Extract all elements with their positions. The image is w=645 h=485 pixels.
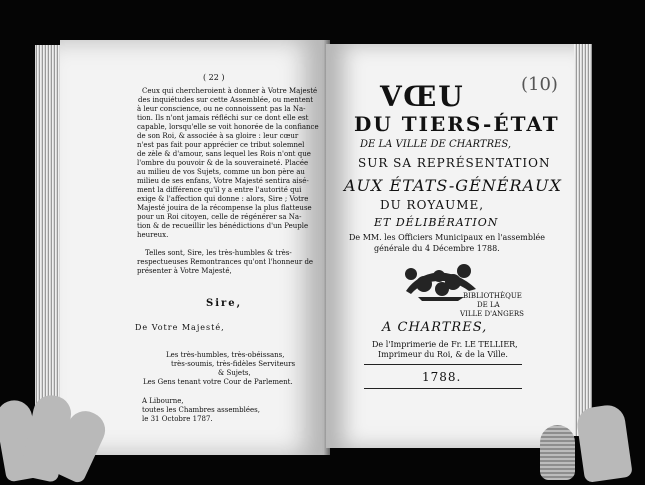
title-royaume: DU ROYAUME, <box>380 198 485 212</box>
signature-line: & Sujets, <box>218 369 251 377</box>
closing-line: Telles sont, Sire, les très-humbles & très- <box>145 249 292 257</box>
paragraph-line: de zèle & d'amour, sans lequel les Rois n'ont que <box>137 150 311 158</box>
imprint-city: A CHARTRES, <box>382 320 488 335</box>
paragraph-line: capable, lorsqu'elle se voit honorée de la confiance <box>137 123 319 131</box>
place-line: A Libourne, <box>142 397 184 405</box>
salutation: Sire, <box>206 298 243 309</box>
paragraph-line: milieu de ses enfans, Votre Majesté sentira aisé- <box>137 177 309 185</box>
stamp-line: BIBLIOTHÈQUE <box>463 292 522 300</box>
paragraph-line: ment la différence qu'il y a entre l'autorité qui <box>137 186 302 194</box>
imprint-title: Imprimeur du Roi, & de la Ville. <box>378 350 508 359</box>
publication-year: 1788. <box>422 370 462 384</box>
title-officiers: De MM. les Officiers Municipaux en l'assemblée <box>349 233 545 242</box>
paragraph-line: Majesté jouira de la récompense la plus flatteuse <box>137 204 312 212</box>
signature-line: Les très-humbles, très-obéissans, <box>166 351 285 359</box>
paragraph-line: de son Roi, & associée à sa gloire : leur cœur <box>137 132 299 140</box>
closing-line: présenter à Votre Majesté, <box>137 267 232 275</box>
paragraph-line: l'ombre du pouvoir & de la souveraineté. Placée <box>137 159 309 167</box>
title-representation: SUR SA REPRÉSENTATION <box>358 156 551 170</box>
title-tiers-etat: DU TIERS-ÉTAT <box>354 112 560 136</box>
paragraph-line: des inquiétudes sur cette Assemblée, ou mentent <box>138 96 314 104</box>
title-etats-generaux: AUX ÉTATS-GÉNÉRAUX <box>344 176 562 195</box>
paragraph-line: n'est pas fait pour apprécier ce tribut solemnel <box>137 141 305 149</box>
paragraph-line: à leur conscience, ou ne connoissent pas la Na- <box>137 105 306 113</box>
paragraph-line: pour un Roi citoyen, celle de régénérer sa Na- <box>137 213 302 221</box>
place-line: toutes les Chambres assemblées, <box>142 406 260 414</box>
left-page-number: ( 22 ) <box>203 73 225 82</box>
title-date: générale du 4 Décembre 1788. <box>374 244 500 253</box>
right-page <box>326 44 574 448</box>
place-line: le 31 Octobre 1787. <box>142 415 213 423</box>
right-glove-thumb <box>540 425 575 480</box>
stamp-line: DE LA <box>477 301 500 309</box>
title-city: DE LA VILLE DE CHARTRES, <box>360 139 512 150</box>
upper-rule <box>364 364 522 365</box>
paragraph-line: tion. Ils n'ont jamais réfléchi sur ce dont elle est <box>137 114 309 122</box>
paragraph-line: exige & l'affection qui donne : alors, Sire ; Votre <box>137 195 309 203</box>
signature-line: Les Gens tenant votre Cour de Parlement. <box>143 378 293 386</box>
paragraph-line: tion & de recueillir les bénédictions d'un Peuple <box>137 222 309 230</box>
signature-line: très-soumis, très-fidèles Serviteurs <box>171 360 296 368</box>
right-glove-hand <box>575 403 633 483</box>
stamp-line: VILLE D'ANGERS <box>460 310 524 318</box>
paragraph-line: au milieu de vos Sujets, comme un bon père au <box>137 168 305 176</box>
handwritten-page-mark: (10) <box>521 74 558 95</box>
imprint-printer: De l'Imprimerie de Fr. LE TELLIER, <box>372 340 518 349</box>
left-page-edge <box>35 45 63 450</box>
left-page <box>60 40 322 455</box>
closing-line: respectueuses Remontrances qu'ont l'honneur de <box>137 258 314 266</box>
title-voeu: VŒU <box>380 80 465 113</box>
title-deliberation: ET DÉLIBÉRATION <box>374 216 499 229</box>
paragraph-line: heureux. <box>137 231 169 239</box>
lower-rule <box>364 388 522 389</box>
paragraph-line: Ceux qui chercheroient à donner à Votre Majesté <box>142 87 318 95</box>
from-line: De Votre Majesté, <box>135 323 225 332</box>
